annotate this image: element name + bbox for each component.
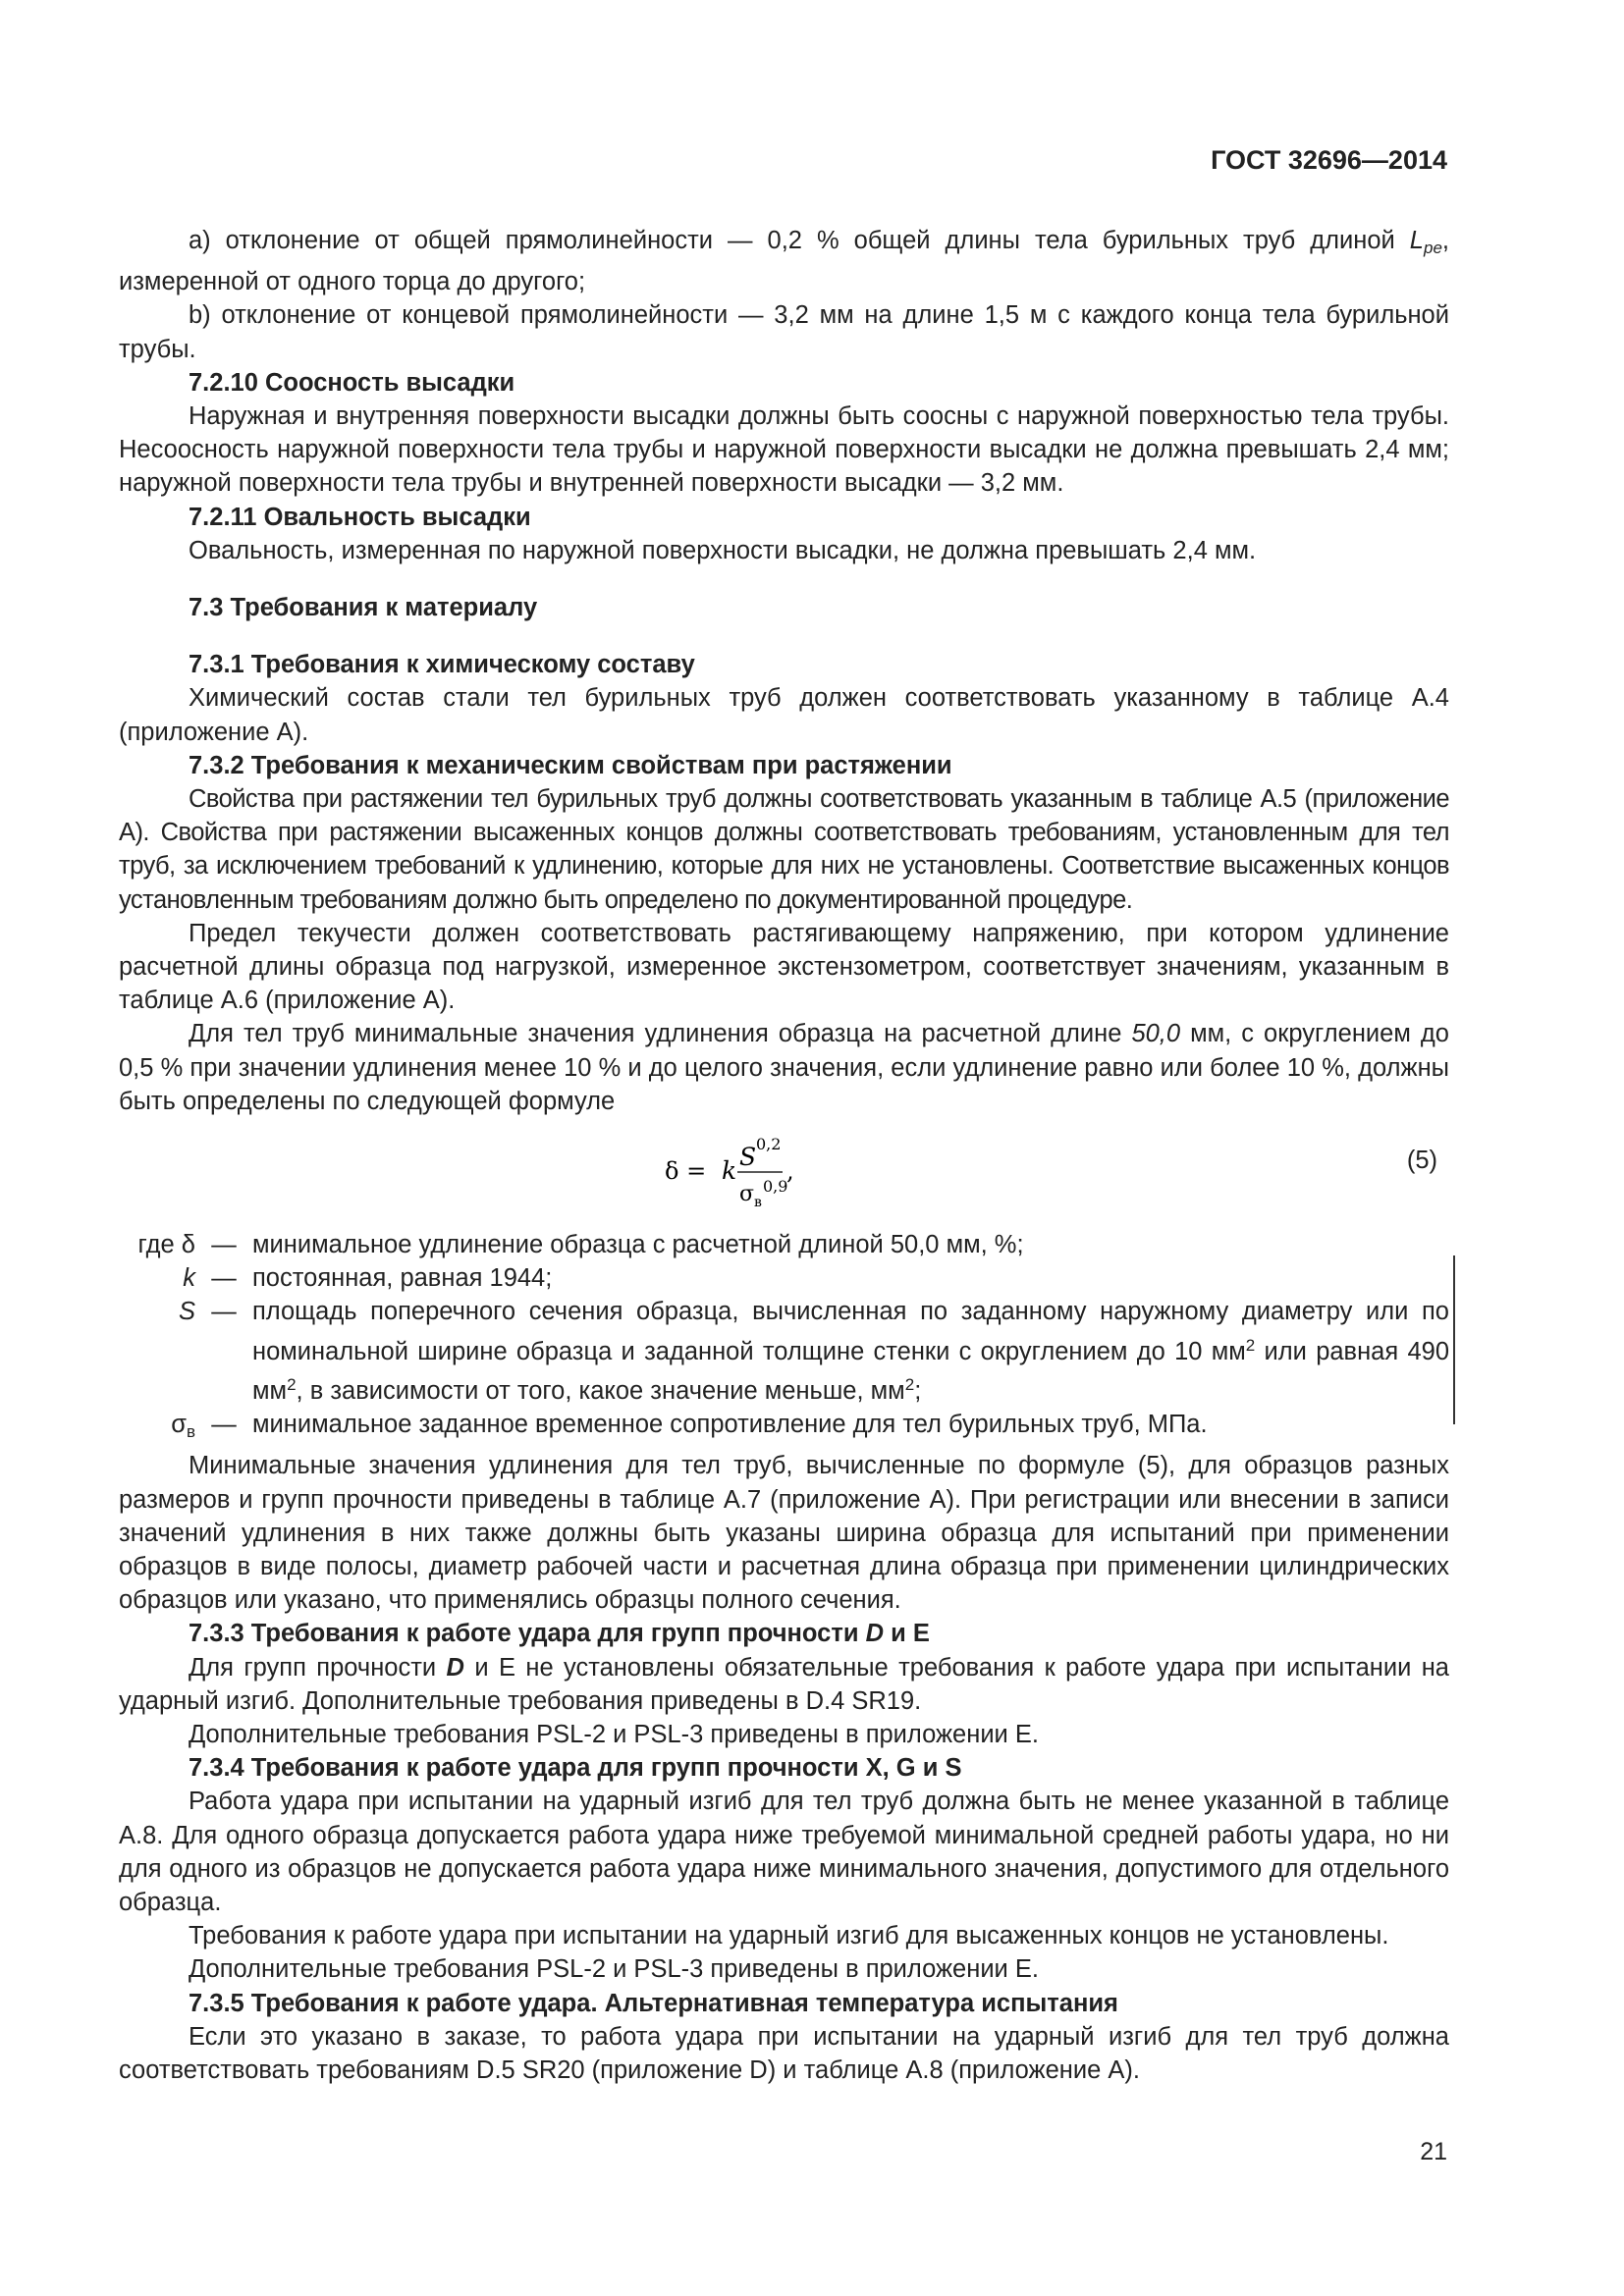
formula-lhs: δ = — [665, 1157, 707, 1186]
paragraph-7-3-1: Химический состав стали тел бурильных труб должен соответствовать указанному в таблице А.4 (приложение А). — [119, 684, 1449, 746]
formula-number: (5) — [1406, 1147, 1437, 1175]
heading-7-2-10: 7.2.10 Соосность высадки — [189, 368, 515, 397]
formula-denominator-subscript: в — [754, 1195, 762, 1211]
paragraph-7-3-4-c: Дополнительные требования PSL-2 и PSL-3 приведены в приложении Е. — [189, 1955, 1039, 1984]
where-item-k: k — постоянная, равная 1944; — [183, 1264, 553, 1293]
formula-k: k — [722, 1156, 737, 1186]
heading-7-3-2: 7.3.2 Требования к механическим свойствам при растяжении — [189, 751, 952, 779]
where-symbol-delta: где δ — [137, 1231, 195, 1259]
page-body — [119, 224, 1449, 2087]
heading-7-3-1: 7.3.1 Требования к химическому составу — [189, 651, 695, 679]
change-bar — [1453, 1255, 1455, 1424]
page-number: 21 — [1420, 2138, 1447, 2165]
where-symbol-sigma: $\sigma_в$ — [171, 1411, 195, 1442]
where-item-delta: где δ — минимальное удлинение образца с расчетной длиной 50,0 мм, %; — [119, 1228, 1449, 1261]
heading-7-3-4: 7.3.4 Требования к работе удара для групп прочности X, G и S — [189, 1754, 962, 1783]
item-b: b) отклонение от концевой прямолинейности — 3,2 мм на длине 1,5 м с каждого конца тела бурильной трубы. — [119, 301, 1449, 363]
heading-7-3-3: 7.3.3 Требования к работе удара для групп прочности D и Е — [189, 1620, 930, 1648]
heading-7-2-11: 7.2.11 Овальность высадки — [189, 503, 531, 531]
where-block — [119, 1228, 1449, 1449]
document-header: ГОСТ 32696—2014 — [1211, 145, 1447, 175]
paragraph-7-3-5: Если это указано в заказе, то работа удара при испытании на ударный изгиб для тел труб должна соответствовать требованиям D.5 SR20 (приложение D) и таблице А.8 (приложение А). — [119, 2022, 1449, 2084]
paragraph-7-3-2-c: Для тел труб минимальные значения удлинения образца на расчетной длине 50,0 мм, с округлением до 0,5 % при значении удлинения менее 10 % и до целого значения, если удлинение равно или более 10 %, должны быть определены по следующей формуле — [119, 1020, 1449, 1115]
paragraph-7-3-4-a: Работа удара при испытании на ударный изгиб для тел труб должна быть не менее указанной в таблице А.8. Для одного образца допускается работа удара ниже требуемой минимальной средней работы удара, но ни для одного из образцов не допускается работа удара ниже минимального значения, допустимого для отдельного образца. — [119, 1788, 1449, 1916]
formula-numerator: S — [739, 1143, 757, 1172]
formula-numerator-exponent: 0,2 — [756, 1135, 782, 1154]
where-item-s: S — площадь поперечного сечения образца, вычисленная по заданному наружному диаметру или по номинальной ширине образца и заданной толщине стенки с округлением до 10 $мм^2$ или равная 490 $мм^2$, в зависимости от того, какое значение меньше, $мм^2$; — [178, 1298, 1449, 1405]
paragraph-7-3-2-d: Минимальные значения удлинения для тел труб, вычисленные по формуле (5), для образцов разных размеров и групп прочности приведены в таблице А.7 (приложение А). При регистрации или внесении в записи значений удлинения в них также должны быть указаны ширина образца для испытаний при применении образцов в виде полосы, диаметр рабочей части и расчетная длина образца при применении цилиндрических образцов или указано, что применялись образцы полного сечения. — [119, 1452, 1449, 1615]
paragraph-7-3-2-b: Предел текучести должен соответствовать растягивающему напряжению, при котором удлинение расчетной длины образца под нагрузкой, измеренное экстензометром, соответствует значениям, указанным в таблице А.6 (приложение А). — [119, 919, 1449, 1015]
heading-7-3: 7.3 Требования к материалу — [189, 594, 538, 622]
formula-denominator-exponent: 0,9 — [763, 1177, 788, 1197]
paragraph-7-3-4-b: Требования к работе удара при испытании на ударный изгиб для высаженных концов не установлены. — [189, 1922, 1389, 1950]
paragraph-7-2-11: Овальность, измеренная по наружной поверхности высадки, не должна превышать 2,4 мм. — [189, 536, 1257, 564]
paragraph-7-3-3-b: Дополнительные требования PSL-2 и PSL-3 приведены в приложении Е. — [189, 1720, 1039, 1748]
item-a: а) отклонение от общей прямолинейности — 0,2 % общей длины тела бурильных труб длиной $L_{pe}$, измеренной от одного торца до другого; — [119, 227, 1449, 296]
where-item-sigma: $\sigma_в$ — минимальное заданное временное сопротивление для тел бурильных труб, МПа. — [119, 1408, 1449, 1449]
where-symbol-s: S — [178, 1298, 195, 1326]
paragraph-7-3-2-a: Свойства при растяжении тел бурильных труб должны соответствовать указанным в таблице А.5 (приложение А). Свойства при растяжении высаженных концов должны соответствовать требованиям, установленным для тел труб, за исключением требований к удлинению, которые для них не установлены. Соответствие высаженных концов установленным требованиям должно быть определено по документированной процедуре. — [119, 785, 1449, 914]
formula-5 — [119, 1124, 1449, 1224]
formula-comma: , — [786, 1157, 794, 1186]
where-symbol-k: k — [183, 1264, 195, 1293]
paragraph-7-2-10: Наружная и внутренняя поверхности высадки должны быть соосны с наружной поверхностью тела трубы. Несоосность наружной поверхности тела трубы и наружной поверхности высадки не должна превышать 2,4 мм; наружной поверхности тела трубы и внутренней поверхности высадки — 3,2 мм. — [119, 402, 1449, 498]
formula-denominator: σ — [739, 1182, 755, 1207]
formula-expression — [661, 1132, 828, 1220]
paragraph-7-3-3-a: Для групп прочности D и Е не установлены обязательные требования к работе удара при испытании на ударный изгиб. Дополнительные требования приведены в D.4 SR19. — [119, 1653, 1449, 1715]
heading-7-3-5: 7.3.5 Требования к работе удара. Альтернативная температура испытания — [189, 1989, 1118, 2017]
